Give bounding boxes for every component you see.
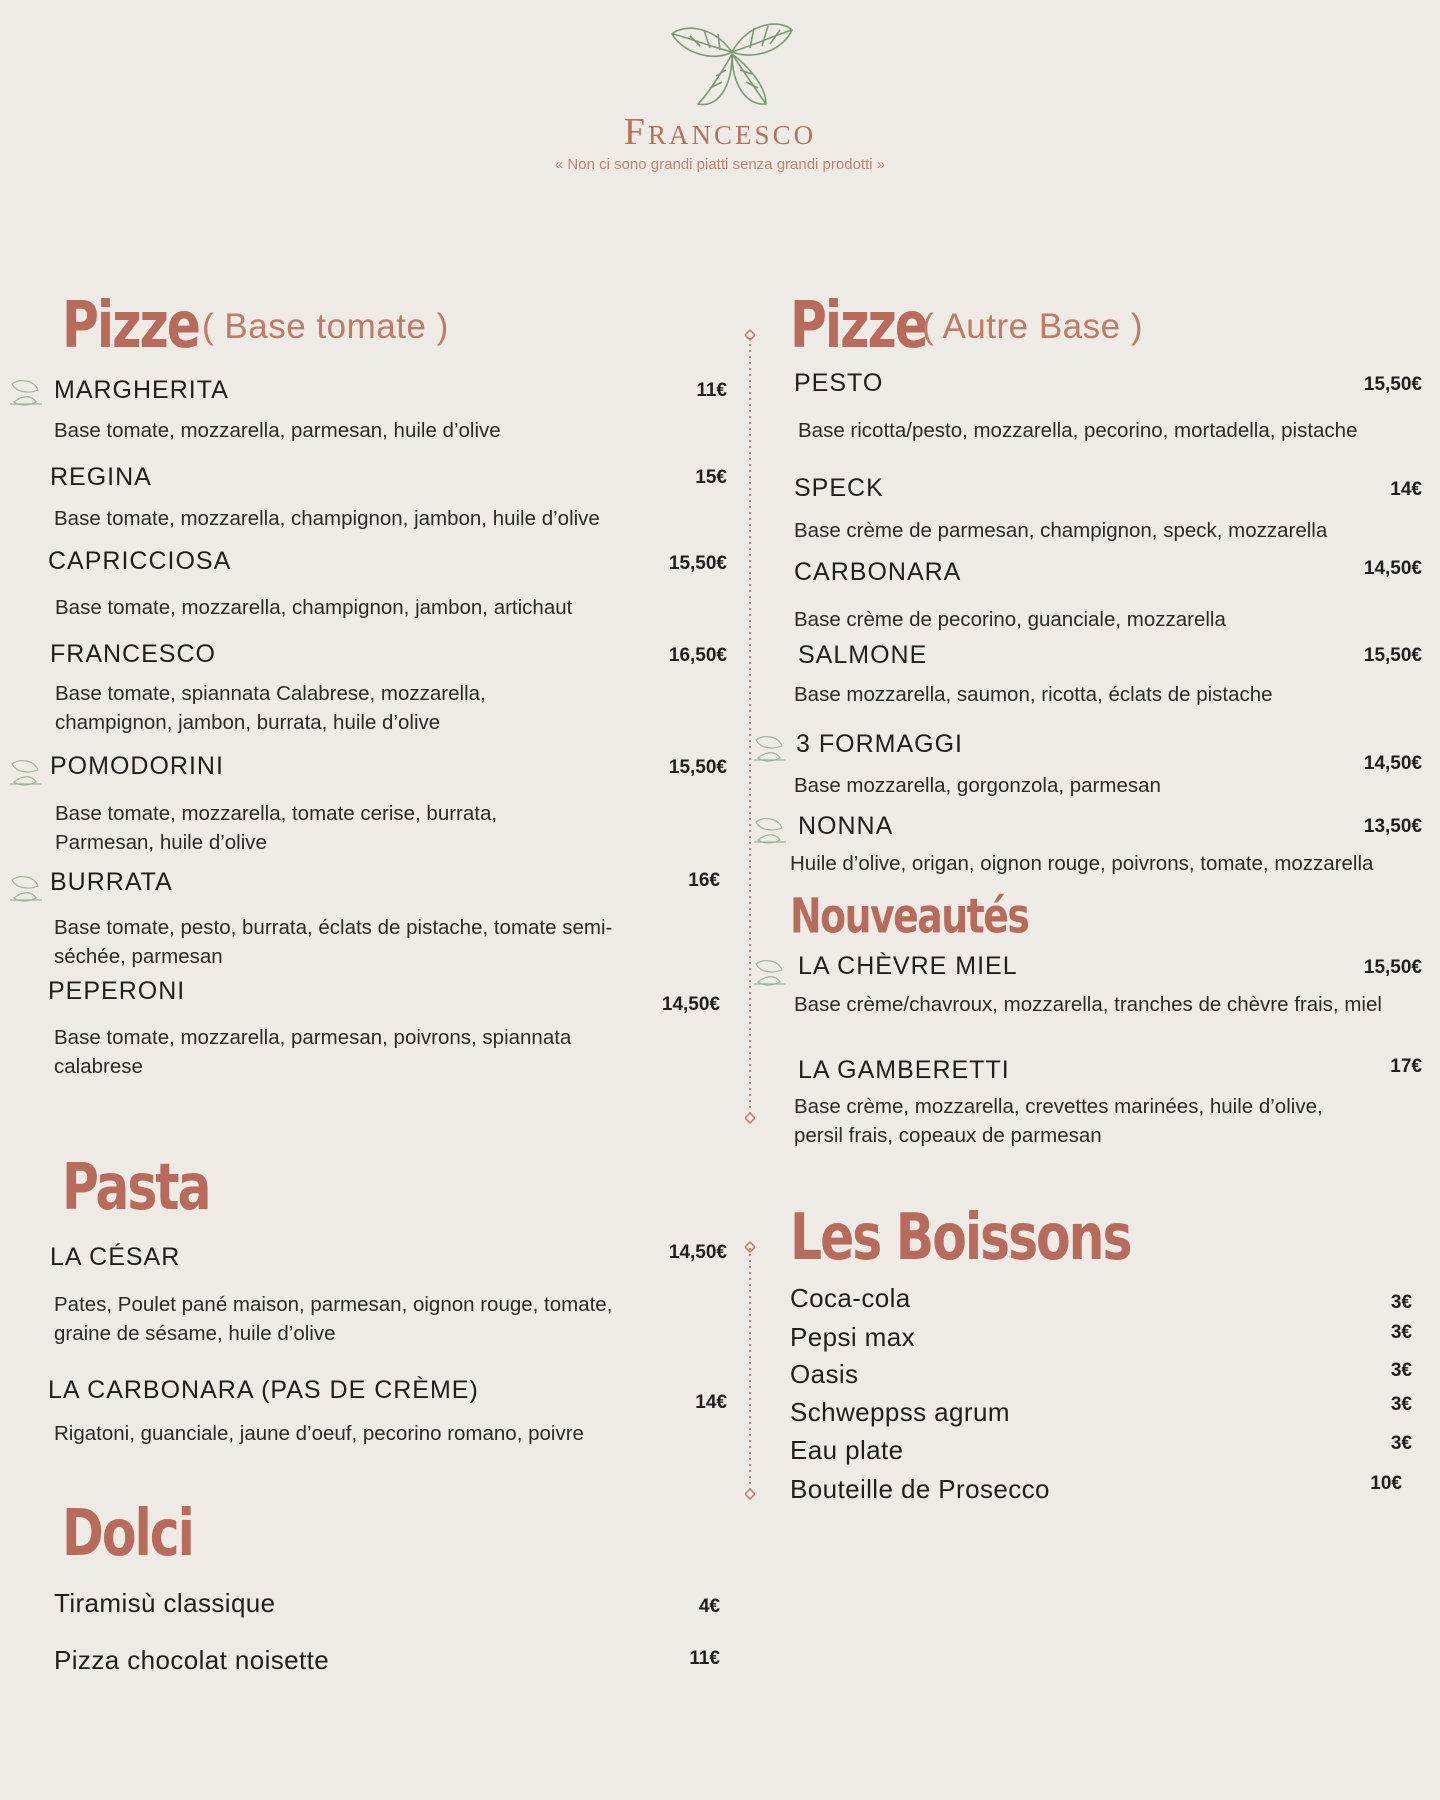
menu-item-description: Base tomate, mozzarella, champignon, jambon, artichaut	[55, 596, 573, 619]
basil-leaf-icon	[8, 376, 44, 406]
menu-item-price: 14,50€	[668, 1242, 727, 1263]
menu-item-price: 3€	[1390, 1433, 1412, 1454]
menu-item-name: CAPRICCIOSA	[48, 547, 232, 575]
menu-item-description: Base crème/chavroux, mozzarella, tranches de chèvre frais, miel	[794, 993, 1382, 1016]
menu-item-price: 3€	[1390, 1322, 1412, 1343]
basil-leaf-icon	[752, 732, 788, 762]
menu-item-description: Pates, Poulet pané maison, parmesan, oignon rouge, tomate, graine de sésame, huile d’olive	[54, 1293, 613, 1345]
menu-item-name: Eau plate	[790, 1435, 904, 1465]
menu-item-name: Coca-cola	[790, 1283, 911, 1313]
menu-item-description: Base tomate, mozzarella, tomate cerise, burrata, Parmesan, huile d’olive	[55, 802, 498, 854]
menu-item-name: LA CARBONARA (PAS DE CRÈME)	[48, 1376, 479, 1404]
menu-item-name: Oasis	[790, 1359, 859, 1389]
menu-item-price: 14€	[1390, 479, 1422, 500]
menu-item-description: Base ricotta/pesto, mozzarella, pecorino, mortadella, pistache	[798, 419, 1358, 442]
menu-item-description: Base tomate, mozzarella, champignon, jambon, huile d’olive	[54, 507, 600, 530]
menu-item-price: 3€	[1390, 1360, 1412, 1381]
menu-item-price: 15,50€	[668, 757, 727, 778]
section-subtitle-base-tomate: ( Base tomate )	[202, 307, 449, 346]
restaurant-name: Francesco	[623, 111, 817, 153]
section-title-pizze-autre: Pizze	[790, 288, 927, 363]
menu-item-price: 14€	[695, 1392, 727, 1413]
menu-item-name: LA GAMBERETTI	[798, 1056, 1010, 1084]
menu-item-price: 3€	[1390, 1394, 1412, 1415]
menu-item-price: 13,50€	[1363, 816, 1422, 837]
menu-item-price: 14,50€	[1363, 558, 1422, 579]
menu-item-price: 15,50€	[668, 553, 727, 574]
menu-item-description: Rigatoni, guanciale, jaune d’oeuf, pecorino romano, poivre	[54, 1422, 584, 1445]
menu-item-price: 4€	[698, 1596, 720, 1617]
menu-item-name: LA CHÈVRE MIEL	[798, 952, 1018, 980]
menu-item-name: POMODORINI	[50, 752, 224, 780]
menu-item-name: SPECK	[794, 474, 884, 502]
menu-item-price: 14,50€	[661, 994, 720, 1015]
menu-item-price: 14,50€	[1363, 753, 1422, 774]
menu-item-name: PEPERONI	[48, 977, 186, 1005]
basil-leaf-icon	[752, 956, 788, 986]
menu-item-description: Base crème, mozzarella, crevettes marinées, huile d’olive, persil frais, copeaux de parmesan	[794, 1095, 1323, 1147]
menu-item-price: 15,50€	[1363, 374, 1422, 395]
section-title-dolci: Dolci	[62, 1496, 193, 1571]
basil-leaf-icon	[752, 814, 788, 844]
menu-item-description: Base tomate, mozzarella, parmesan, poivrons, spiannata calabrese	[54, 1026, 572, 1078]
menu-item-description: Base crème de pecorino, guanciale, mozzarella	[794, 608, 1226, 631]
menu-item-price: 16,50€	[668, 645, 727, 666]
menu-item-name: MARGHERITA	[54, 376, 229, 404]
menu-item-name: PESTO	[794, 369, 884, 397]
column-divider-top	[745, 328, 755, 1128]
menu-item-name: Schweppss agrum	[790, 1397, 1010, 1427]
menu-item-price: 3€	[1390, 1292, 1412, 1313]
section-subtitle-autre-base: ( Autre Base )	[922, 307, 1143, 346]
basil-leaves-logo-icon	[670, 12, 794, 108]
menu-item-name: Pepsi max	[790, 1322, 915, 1352]
menu-item-name: NONNA	[798, 812, 894, 840]
menu-item-name: 3 FORMAGGI	[796, 730, 963, 758]
menu-item-name: Pizza chocolat noisette	[54, 1645, 330, 1675]
menu-item-description: Base tomate, mozzarella, parmesan, huile d’olive	[54, 419, 501, 442]
menu-item-description: Base tomate, spiannata Calabrese, mozzarella, champignon, jambon, burrata, huile d’olive	[55, 682, 486, 734]
menu-item-name: CARBONARA	[794, 558, 962, 586]
menu-item-price: 11€	[696, 380, 727, 401]
menu-item-price: 15€	[695, 467, 727, 488]
section-title-pasta: Pasta	[62, 1150, 210, 1225]
menu-item-name: FRANCESCO	[50, 640, 216, 668]
section-title-boissons: Les Boissons	[790, 1200, 1131, 1275]
menu-item-price: 10€	[1370, 1473, 1402, 1494]
column-divider-bottom	[745, 1240, 755, 1504]
menu-item-price: 15,50€	[1363, 957, 1422, 978]
menu-item-description: Base mozzarella, saumon, ricotta, éclats de pistache	[794, 683, 1273, 706]
menu-item-price: 15,50€	[1363, 645, 1422, 666]
menu-item-name: LA CÉSAR	[50, 1243, 181, 1271]
basil-leaf-icon	[8, 872, 44, 902]
menu-item-description: Base tomate, pesto, burrata, éclats de pistache, tomate semi-séchée, parmesan	[54, 916, 613, 968]
basil-leaf-icon	[8, 756, 44, 786]
menu-item-name: SALMONE	[798, 641, 928, 669]
menu-item-name: Bouteille de Prosecco	[790, 1474, 1050, 1504]
restaurant-tagline: « Non ci sono grandi piatti senza grandi prodotti »	[554, 156, 886, 173]
menu-item-price: 17€	[1390, 1056, 1422, 1077]
menu-item-description: Huile d’olive, origan, oignon rouge, poivrons, tomate, mozzarella	[790, 852, 1374, 875]
menu-item-name: Tiramisù classique	[54, 1588, 276, 1618]
menu-item-price: 16€	[688, 870, 720, 891]
menu-item-description: Base mozzarella, gorgonzola, parmesan	[794, 774, 1161, 797]
menu-item-name: BURRATA	[50, 868, 173, 896]
menu-item-name: REGINA	[50, 463, 152, 491]
section-title-pizze-tomate: Pizze	[62, 288, 199, 363]
menu-item-description: Base crème de parmesan, champignon, speck, mozzarella	[794, 519, 1328, 542]
section-title-nouveautes: Nouveautés	[790, 887, 1029, 944]
menu-item-price: 11€	[689, 1648, 720, 1669]
